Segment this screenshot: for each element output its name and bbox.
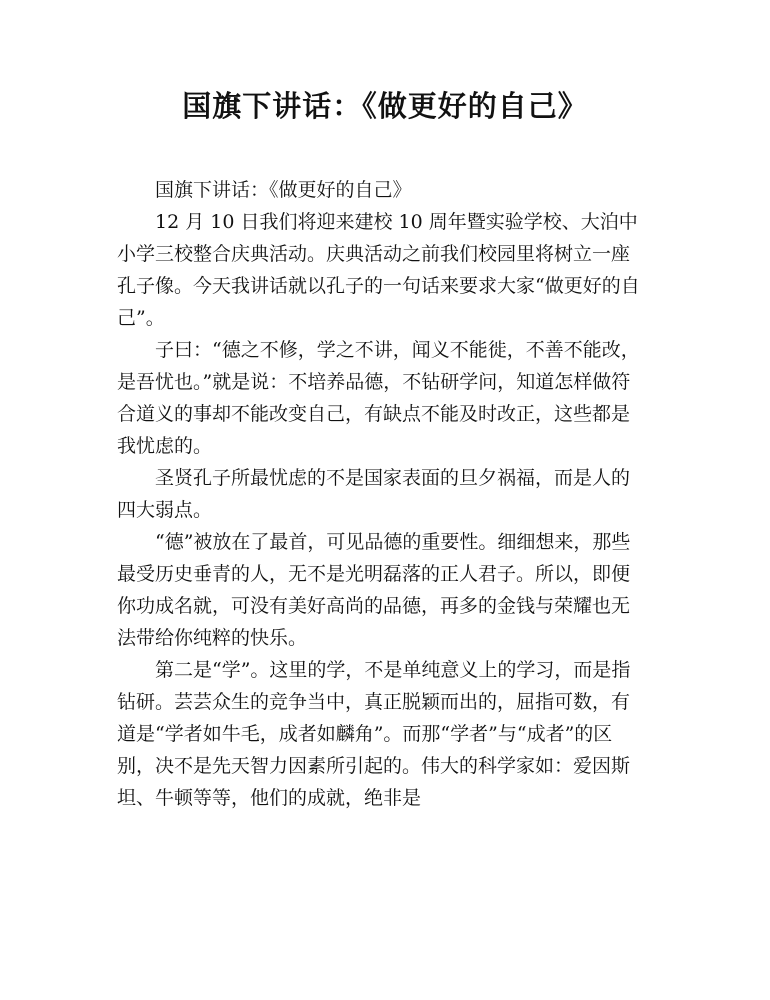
- document-body: [117, 174, 642, 814]
- paragraph-learning: 第二是“学”。这里的学，不是单纯意义上的学习，而是指钻研。芸芸众生的竞争当中，真正脱颖而出的，屈指可数，有道是“学者如牛毛，成者如麟角”。而那“学者”与“成者”的区别，决不是先天智力因素所引起的。伟大的科学家如：爱因斯坦、牛顿等等，他们的成就，绝非是: [117, 659, 631, 809]
- document-title: 国旗下讲话：《做更好的自己》: [182, 89, 588, 123]
- paragraph-celebration: 12 月 10 日我们将迎来建校 10 周年暨实验学校、大泊中小学三校整合庆典活动。庆典活动之前我们校园里将树立一座孔子像。今天我讲话就以孔子的一句话来要求大家“做更好的自己”。: [117, 211, 640, 329]
- paragraph-four-weaknesses: 圣贤孔子所最忧虑的不是国家表面的旦夕祸福，而是人的四大弱点。: [117, 467, 631, 521]
- paragraph-confucius-quote: 子曰：“德之不修，学之不讲，闻义不能徙，不善不能改，是吾忧也。”就是说：不培养品德，不钻研学问，知道怎样做符合道义的事却不能改变自己，有缺点不能及时改正，这些都是我忧虑的。: [117, 339, 640, 457]
- paragraph-heading-repeat: 国旗下讲话：《做更好的自己》: [155, 179, 412, 201]
- paragraph-virtue: “德”被放在了最首，可见品德的重要性。细细想来，那些最受历史垂青的人，无不是光明磊落的正人君子。所以，即便你功成名就，可没有美好高尚的品德，再多的金钱与荣耀也无法带给你纯粹的快乐。: [117, 531, 631, 649]
